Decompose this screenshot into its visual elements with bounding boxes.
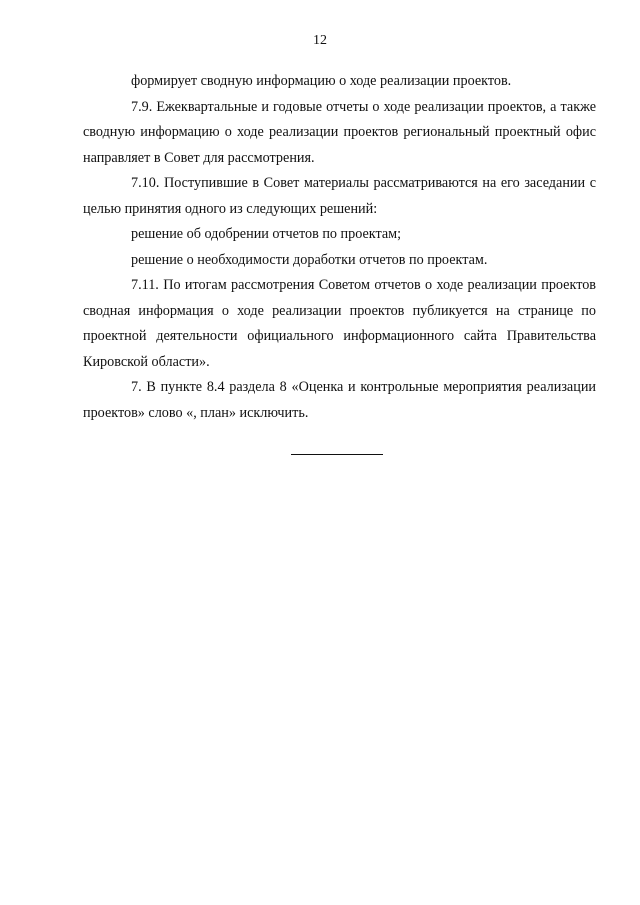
list-item-revision: решение о необходимости доработки отчетов по проектам. [131,251,488,268]
paragraph-7-9: 7.9. Ежеквартальные и годовые отчеты о ходе реализации проектов, а также сводную информацию о ходе реализации проектов региональный проектный офис направляет в Совет для рассмотрения. [83,98,596,166]
paragraph-7-11: 7.11. По итогам рассмотрения Советом отчетов о ходе реализации проектов сводная информация о ходе реализации проектов публикуется на странице по проектной деятельности официального информационного сайта Правительства Кировской области». [83,277,596,370]
page-number: 12 [313,33,327,48]
list-item-approval: решение об одобрении отчетов по проектам; [131,226,402,242]
paragraph-7-10: 7.10. Поступившие в Совет материалы рассматриваются на его заседании с целью принятия одного из следующих решений: [83,175,596,217]
document-body [83,69,596,426]
paragraph-item-7: 7. В пункте 8.4 раздела 8 «Оценка и контрольные мероприятия реализации проектов» слово «, план» исключить. [83,379,596,421]
closing-divider [291,454,383,455]
paragraph-continuation: формирует сводную информацию о ходе реализации проектов. [131,73,512,89]
